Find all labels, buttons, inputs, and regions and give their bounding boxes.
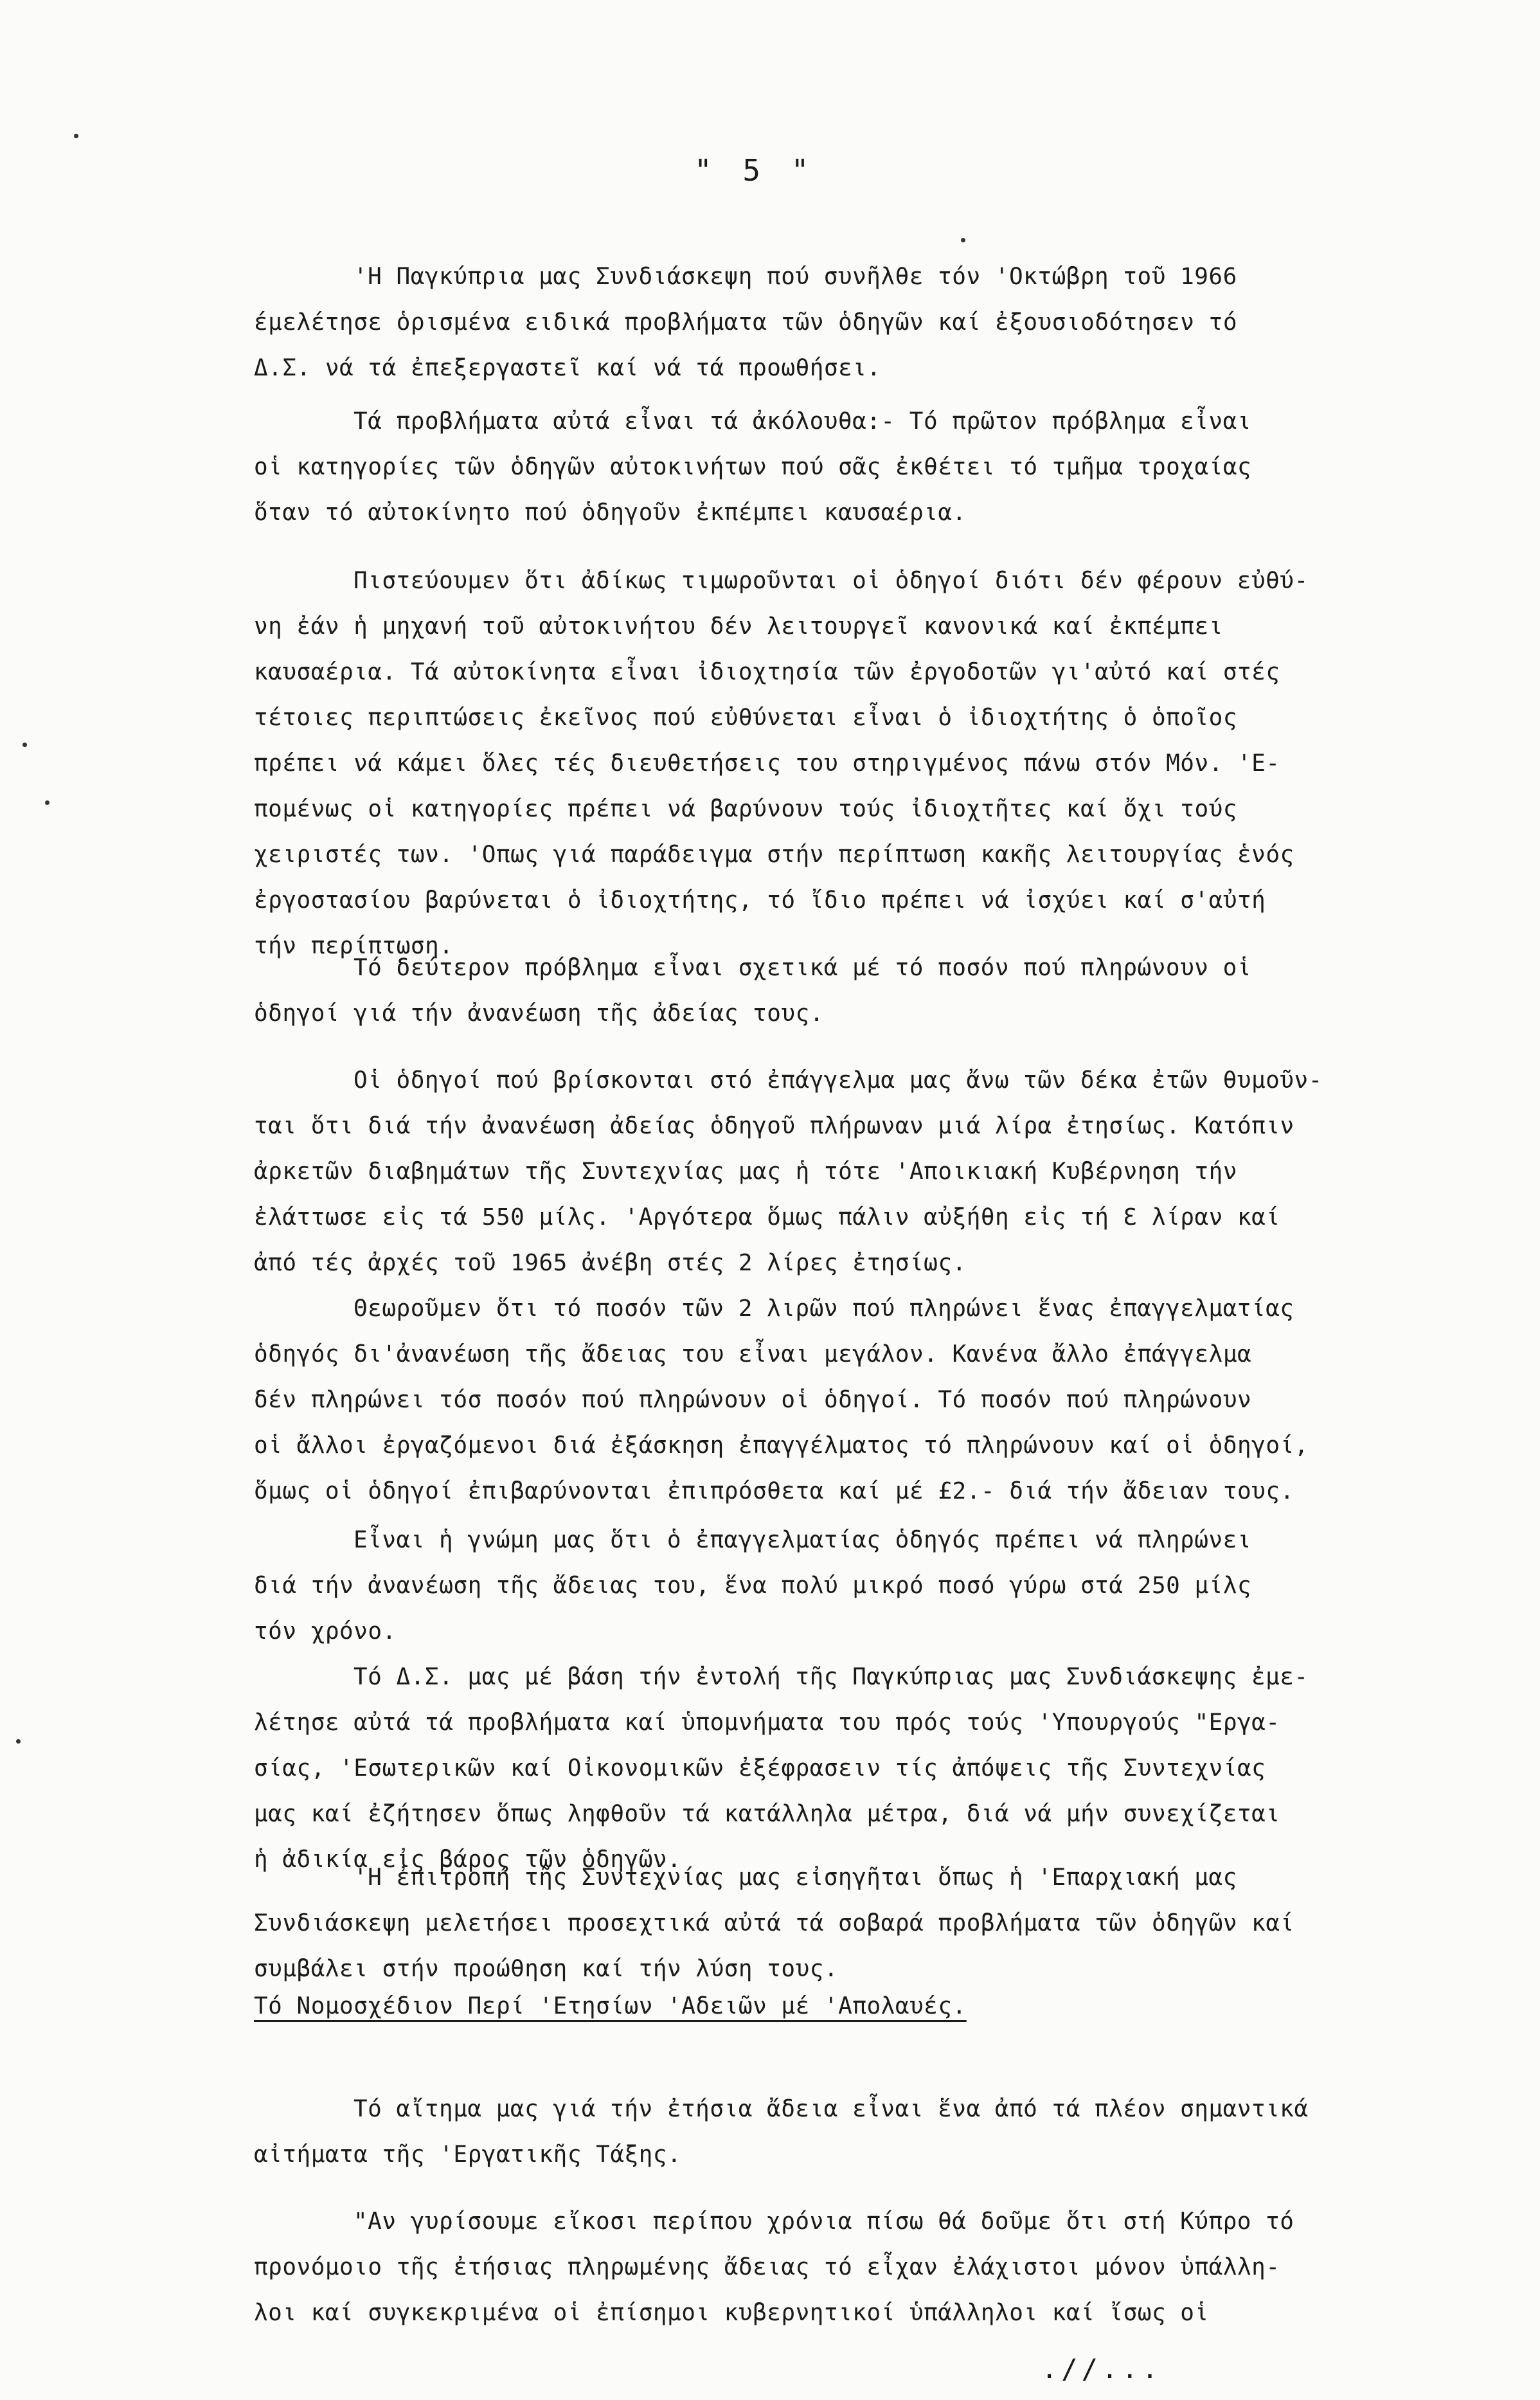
- paragraph-conference: [254, 254, 1488, 391]
- paragraph-annual-leave: [254, 2086, 1488, 2178]
- text-line: Δ.Σ. νά τά ἐπεξεργαστεῖ καί νά τά προωθήσει.: [254, 355, 881, 381]
- text-line: συμβάλει στήν προώθηση καί τήν λύση τους.: [254, 1956, 839, 1982]
- text-line: καυσαέρια. Τά αὐτοκίνητα εἶναι ἰδιοχτησία τῶν ἐργοδοτῶν γι'αὐτό καί στές: [254, 659, 1280, 685]
- text-line: ὁδηγός δι'ἀνανέωση τῆς ἄδειας του εἶναι μεγάλον. Κανένα ἄλλο ἐπάγγελμα: [254, 1341, 1252, 1367]
- paragraph-history-leave: [254, 2199, 1488, 2336]
- continuation-mark: .//...: [1041, 2353, 1162, 2385]
- text-line: 'Η Παγκύπρια μας Συνδιάσκεψη πού συνῆλθε τόν 'Οκτώβρη τοῦ 1966: [354, 264, 1237, 290]
- scan-speck: [74, 134, 78, 138]
- text-line: ἀπό τές ἀρχές τοῦ 1965 ἀνέβη στές 2 λίρες ἐτησίως.: [254, 1250, 967, 1276]
- paragraph-board-action: [254, 1517, 1488, 1882]
- scan-speck: [16, 1739, 21, 1744]
- text-line: τήν περίπτωση.: [254, 933, 454, 959]
- section-heading: Τό Νομοσχέδιον Περί 'Ετησίων 'Αδειῶν μέ 'Απολαυές.: [254, 1993, 967, 2019]
- text-line: Τό αἴτημα μας γιά τήν ἐτήσια ἄδεια εἶναι ἕνα ἀπό τά πλέον σημαντικά: [354, 2096, 1309, 2122]
- text-line: Τό Δ.Σ. μας μέ βάση τήν ἐντολή τῆς Παγκύπριας μας Συνδιάσκεψης ἐμε-: [354, 1664, 1309, 1690]
- text-line: Οἱ ὁδηγοί πού βρίσκονται στό ἐπάγγελμα μας ἄνω τῶν δέκα ἐτῶν θυμοῦν-: [354, 1067, 1323, 1094]
- paragraph-fee-opinion: [254, 1286, 1488, 1514]
- text-line: οἱ ἄλλοι ἐργαζόμενοι διά ἐξάσκηση ἐπαγγέλματος τό πληρώνουν καί οἱ ὁδηγοί,: [254, 1432, 1309, 1459]
- paragraph-license-fee: [254, 945, 1488, 1036]
- paragraph-emissions: [254, 558, 1488, 969]
- text-line: σίας, 'Εσωτερικῶν καί Οἰκονομικῶν ἐξέφρασειν τίς ἀπόψεις τῆς Συντεχνίας: [254, 1755, 1266, 1782]
- text-line: Πιστεύουμεν ὅτι ἀδίκως τιμωροῦνται οἱ ὁδηγοί διότι δέν φέρουν εὐθύ-: [354, 568, 1309, 594]
- text-line: λοι καί συγκεκριμένα οἱ ἐπίσημοι κυβερνητικοί ὑπάλληλοι καί ἴσως οἱ: [254, 2300, 1209, 2326]
- text-line: έμελέτησε ὁρισμένα ειδικά προβλήματα τῶν ὁδηγῶν καί ἐξουσιοδότησεν τό: [254, 309, 1237, 336]
- scan-speck: [45, 800, 49, 805]
- text-line: δέν πληρώνει τόσ ποσόν πού πληρώνουν οἱ ὁδηγοί. Τό ποσόν πού πληρώνουν: [254, 1387, 1252, 1413]
- text-line: χειριστές των. 'Οπως γιά παράδειγμα στήν περίπτωση κακῆς λειτουργίας ἑνός: [254, 842, 1294, 868]
- text-line: ἀρκετῶν διαβημάτων τῆς Συντεχνίας μας ἡ τότε 'Αποικιακή Κυβέρνηση τήν: [254, 1159, 1237, 1185]
- text-line: μας καί ἐζήτησεν ὅπως ληφθοῦν τά κατάλληλα μέτρα, διά νά μήν συνεχίζεται: [254, 1801, 1280, 1827]
- text-line: νη ἐάν ἡ μηχανή τοῦ αὐτοκινήτου δέν λειτουργεῖ κανονικά καί ἐκπέμπει: [254, 613, 1223, 640]
- paragraph-committee-proposal: [254, 1855, 1488, 1992]
- paragraph-problems-intro: [254, 399, 1488, 536]
- page-number: " 5 ": [694, 153, 816, 188]
- scan-speck: [961, 238, 965, 242]
- text-line: διά τήν ἀνανέωση τῆς ἄδειας του, ἕνα πολύ μικρό ποσό γύρω στά 250 μίλς: [254, 1573, 1252, 1599]
- text-line: Εἶναι ἡ γνώμη μας ὅτι ὁ ἐπαγγελματίας ὁδηγός πρέπει νά πληρώνει: [354, 1527, 1251, 1553]
- text-line: "Αν γυρίσουμε εἴκοσι περίπου χρόνια πίσω θά δοῦμε ὅτι στή Κύπρο τό: [354, 2208, 1294, 2235]
- text-line: Συνδιάσκεψη μελετήσει προσεχτικά αὐτά τά σοβαρά προβλήματα τῶν ὁδηγῶν καί: [254, 1910, 1294, 1936]
- paragraph-fee-history: [254, 1058, 1488, 1286]
- text-line: ὅμως οἱ ὁδηγοί ἐπιβαρύνονται ἐπιπρόσθετα καί μέ £2.- διά τήν ἄδειαν τους.: [254, 1478, 1294, 1504]
- text-line: ται ὅτι διά τήν ἀνανέωση ἀδείας ὁδηγοῦ πλήρωναν μιά λίρα ἐτησίως. Κατόπιν: [254, 1113, 1294, 1139]
- text-line: 'Η ἐπιτροπή τῆς Συντεχνίας μας εἰσηγῆται ὅπως ἡ 'Επαρχιακή μας: [354, 1864, 1237, 1891]
- text-line: Τά προβλήματα αὐτά εἶναι τά ἀκόλουθα:- Τό πρῶτον πρόβλημα εἶναι: [354, 408, 1251, 435]
- text-line: ἐλάττωσε εἰς τά 550 μίλς. 'Αργότερα ὅμως πάλιν αὐξήθη εἰς τή Ɛ λίραν καί: [254, 1204, 1280, 1231]
- text-line: προνόμοιο τῆς ἐτήσιας πληρωμένης ἄδειας τό εἶχαν ἐλάχιστοι μόνον ὑπάλλη-: [254, 2254, 1280, 2280]
- text-line: οἱ κατηγορίες τῶν ὁδηγῶν αὐτοκινήτων πού σᾶς ἐκθέτει τό τμῆμα τροχαίας: [254, 454, 1252, 480]
- text-line: Θεωροῦμεν ὅτι τό ποσόν τῶν 2 λιρῶν πού πληρώνει ἕνας ἐπαγγελματίας: [354, 1295, 1294, 1322]
- text-line: ἡ ἀδικία εἰς βάρος τῶν ὁδηγῶν.: [254, 1846, 682, 1873]
- text-line: ὁδηγοί γιά τήν ἀνανέωση τῆς ἀδείας τους.: [254, 1000, 824, 1027]
- text-line: πρέπει νά κάμει ὅλες τές διευθετήσεις του στηριγμένος πάνω στόν Μόν. 'Ε-: [254, 750, 1280, 777]
- text-line: τέτοιες περιπτώσεις ἐκεῖνος πού εὐθύνεται εἶναι ὁ ἰδιοχτήτης ὁ ὁποῖος: [254, 705, 1237, 731]
- text-line: τόν χρόνο.: [254, 1618, 397, 1645]
- text-line: πομένως οἱ κατηγορίες πρέπει νά βαρύνουν τούς ἰδιοχτῆτες καί ὄχι τούς: [254, 796, 1237, 822]
- text-line: λέτησε αὐτά τά προβλήματα καί ὑπομνήματα του πρός τούς 'Υπουργούς "Εργα-: [254, 1710, 1280, 1736]
- text-line: αἰτήματα τῆς 'Εργατικῆς Τάξης.: [254, 2142, 682, 2168]
- text-line: ὅταν τό αὐτοκίνητο πού ὁδηγοῦν ἐκπέμπει καυσαέρια.: [254, 500, 967, 526]
- text-line: Τό δεύτερον πρόβλημα εἶναι σχετικά μέ τό ποσόν πού πληρώνουν οἱ: [354, 955, 1251, 981]
- scan-speck: [22, 743, 27, 747]
- text-line: ἐργοστασίου βαρύνεται ὁ ἰδιοχτήτης, τό ἴδιο πρέπει νά ἰσχύει καί σ'αὐτή: [254, 887, 1266, 914]
